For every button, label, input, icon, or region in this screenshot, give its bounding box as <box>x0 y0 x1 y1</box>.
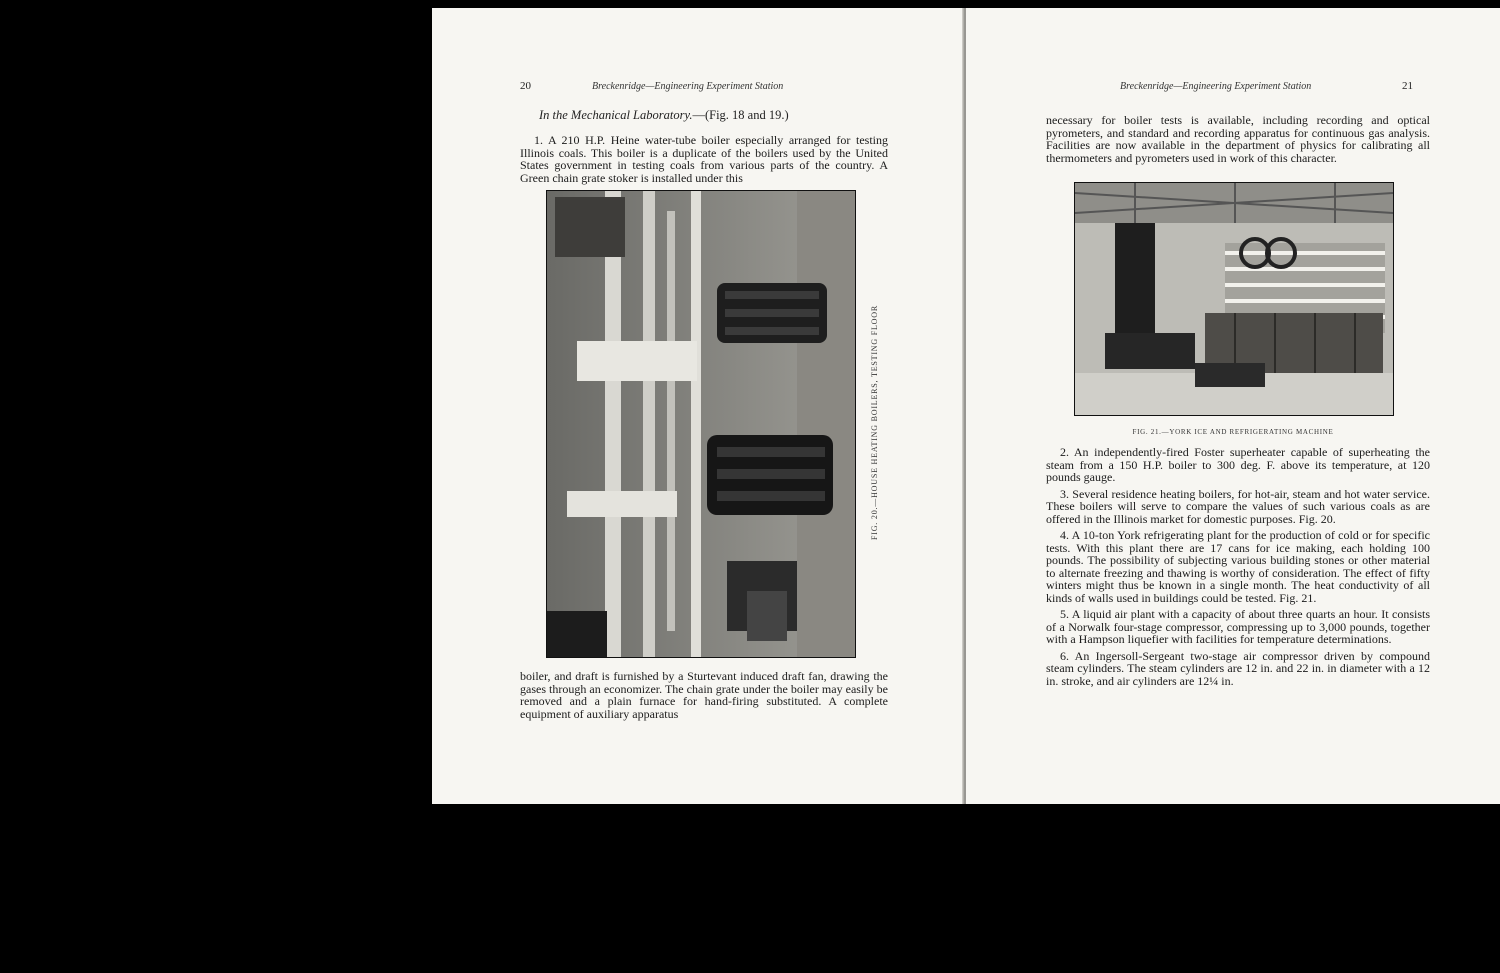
running-head: Breckenridge—Engineering Experiment Station <box>592 81 784 92</box>
body-paragraph-2 <box>520 670 888 724</box>
paragraph-text: 1. A 210 H.P. Heine water-tube boiler especially arranged for testing Illinois coals. This boiler is a duplicate of the boilers used by the United States government in testing coals from various parts of the country. A Green chain grate stoker is installed under this <box>520 133 888 185</box>
list-item: 4. A 10-ton York refrigerating plant for the production of cold or for specific tests. With this plant there are 17 cans for ice making, each holding 100 pounds. The possibility of subjecting various building stones or other material to alternate freezing and thawing is worthy of consideration. The effect of fifty winters might thus be known in a single month. The heat conductivity of all kinds of walls used in buildings could be tested. Fig. 21. <box>1046 528 1430 605</box>
numbered-list <box>1046 446 1430 691</box>
page-number: 21 <box>1402 80 1413 92</box>
list-item: 3. Several residence heating boilers, for hot-air, steam and hot water service. These boilers will serve to compare the values of such various coals as are offered in the Illinois market for domestic purposes. Fig. 20. <box>1046 486 1430 526</box>
section-heading-title: In the Mechanical Laboratory. <box>539 108 693 122</box>
section-heading <box>539 108 789 123</box>
page-number: 20 <box>520 80 531 92</box>
running-head: Breckenridge—Engineering Experiment Station <box>1120 81 1312 92</box>
body-paragraph-1 <box>1046 114 1430 168</box>
paragraph-text: boiler, and draft is furnished by a Sturtevant induced draft fan, drawing the gases through an economizer. The chain grate under the boiler may easily be removed and a plain furnace for hand-firing substituted. A complete equipment of auxiliary apparatus <box>520 669 888 721</box>
boiler-photo-illustration <box>547 191 855 657</box>
body-paragraph-1 <box>520 134 888 188</box>
refrigerating-machine-illustration <box>1075 183 1393 415</box>
figure-21-caption: FIG. 21.—YORK ICE AND REFRIGERATING MACHINE <box>1132 428 1334 436</box>
figure-21-photo <box>1074 182 1394 416</box>
right-page <box>966 8 1500 804</box>
left-page <box>432 8 964 804</box>
list-item: 6. An Ingersoll-Sergeant two-stage air compressor driven by compound steam cylinders. The steam cylinders are 12 in. and 22 in. in diameter with a 12 in. stroke, and air cylinders are 12¼ in. <box>1046 648 1430 688</box>
list-item: 5. A liquid air plant with a capacity of about three quarts an hour. It consists of a Norwalk four-stage compressor, compressing up to 3,000 pounds, together with a Hampson liquefier with facilities for temperature determinations. <box>1046 607 1430 646</box>
paragraph-text: necessary for boiler tests is available, including recording and optical pyrometers, and standard and recording apparatus for continuous gas analysis. Facilities are now available in the department of physics for calibrating all thermometers and pyrometers used in work of this character. <box>1046 113 1430 165</box>
list-item: 2. An independently-fired Foster superheater capable of superheating the steam from a 150 H.P. boiler to 300 deg. F. above its temperature, at 120 pounds gauge. <box>1046 445 1430 484</box>
figure-20-caption: FIG. 20.—HOUSE HEATING BOILERS, TESTING FLOOR <box>870 305 879 540</box>
section-heading-figref: —(Fig. 18 and 19.) <box>692 108 789 122</box>
figure-20-photo <box>546 190 856 658</box>
